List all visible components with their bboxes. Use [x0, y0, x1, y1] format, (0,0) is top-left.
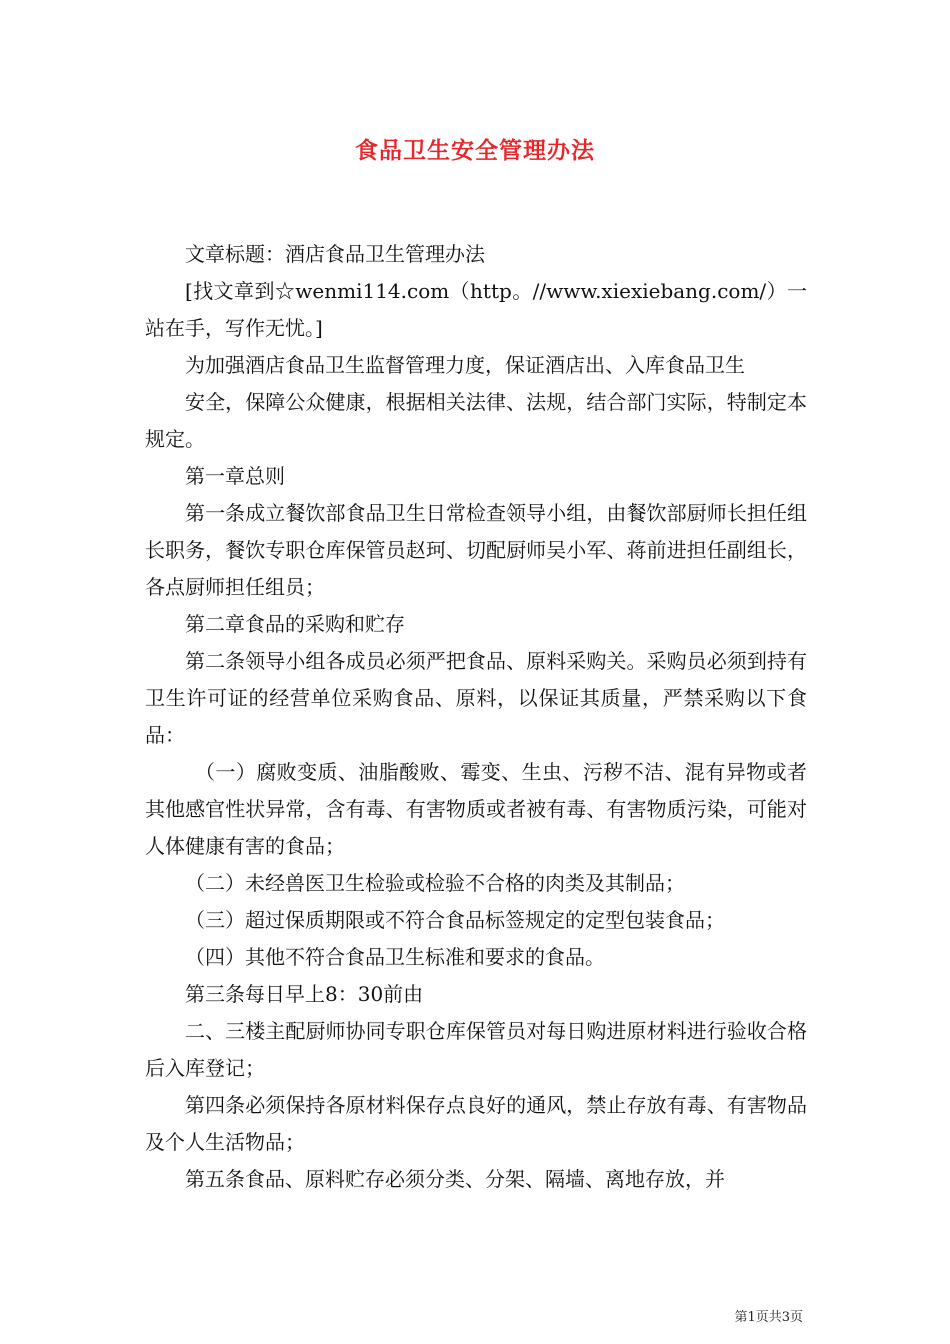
article-5: 第五条食品、原料贮存必须分类、分架、隔墙、离地存放，并 [185, 1167, 725, 1191]
list-item-3: （三）超过保质期限或不符合食品标签规定的定型包装食品； [185, 908, 725, 932]
paragraph-intro: 为加强酒店食品卫生监督管理力度，保证酒店出、入库食品卫生 [185, 353, 745, 377]
article-4: 第四条必须保持各原材料保存点良好的通风，禁止存放有毒、有害物品及个人生活物品； [145, 1093, 807, 1154]
paragraph-source-note: [找文章到☆wenmi114.com（http。//www.xiexiebang.com/）一站在手，写作无忧。] [145, 279, 807, 340]
list-item-2: （二）未经兽医卫生检验或检验不合格的肉类及其制品； [185, 871, 685, 895]
article-1: 第一条成立餐饮部食品卫生日常检查领导小组，由餐饮部厨师长担任组长职务，餐饮专职仓库保管员赵珂、切配厨师吴小军、蒋前进担任副组长，各点厨师担任组员； [145, 501, 807, 599]
document-title: 食品卫生安全管理办法 [355, 137, 595, 164]
paragraph-article-title: 文章标题：酒店食品卫生管理办法 [185, 242, 485, 266]
article-3: 第三条每日早上8：30前由 [185, 982, 424, 1006]
chapter-heading-1: 第一章总则 [185, 464, 285, 488]
page-number: 第1页共3页 [734, 1310, 803, 1325]
paragraph-intro-cont: 安全，保障公众健康，根据相关法律、法规，结合部门实际，特制定本规定。 [145, 390, 807, 451]
list-item-1: （一）腐败变质、油脂酸败、霉变、生虫、污秽不洁、混有异物或者其他感官性状异常，含有毒、有害物质或者被有毒、有害物质污染，可能对人体健康有害的食品； [145, 760, 807, 858]
chapter-heading-2: 第二章食品的采购和贮存 [185, 612, 405, 636]
list-item-4: （四）其他不符合食品卫生标准和要求的食品。 [185, 945, 605, 969]
document-body [145, 236, 807, 1198]
article-2: 第二条领导小组各成员必须严把食品、原料采购关。采购员必须到持有卫生许可证的经营单位采购食品、原料，以保证其质量，严禁采购以下食品： [145, 649, 807, 747]
article-3-cont: 二、三楼主配厨师协同专职仓库保管员对每日购进原材料进行验收合格后入库登记； [145, 1019, 807, 1080]
